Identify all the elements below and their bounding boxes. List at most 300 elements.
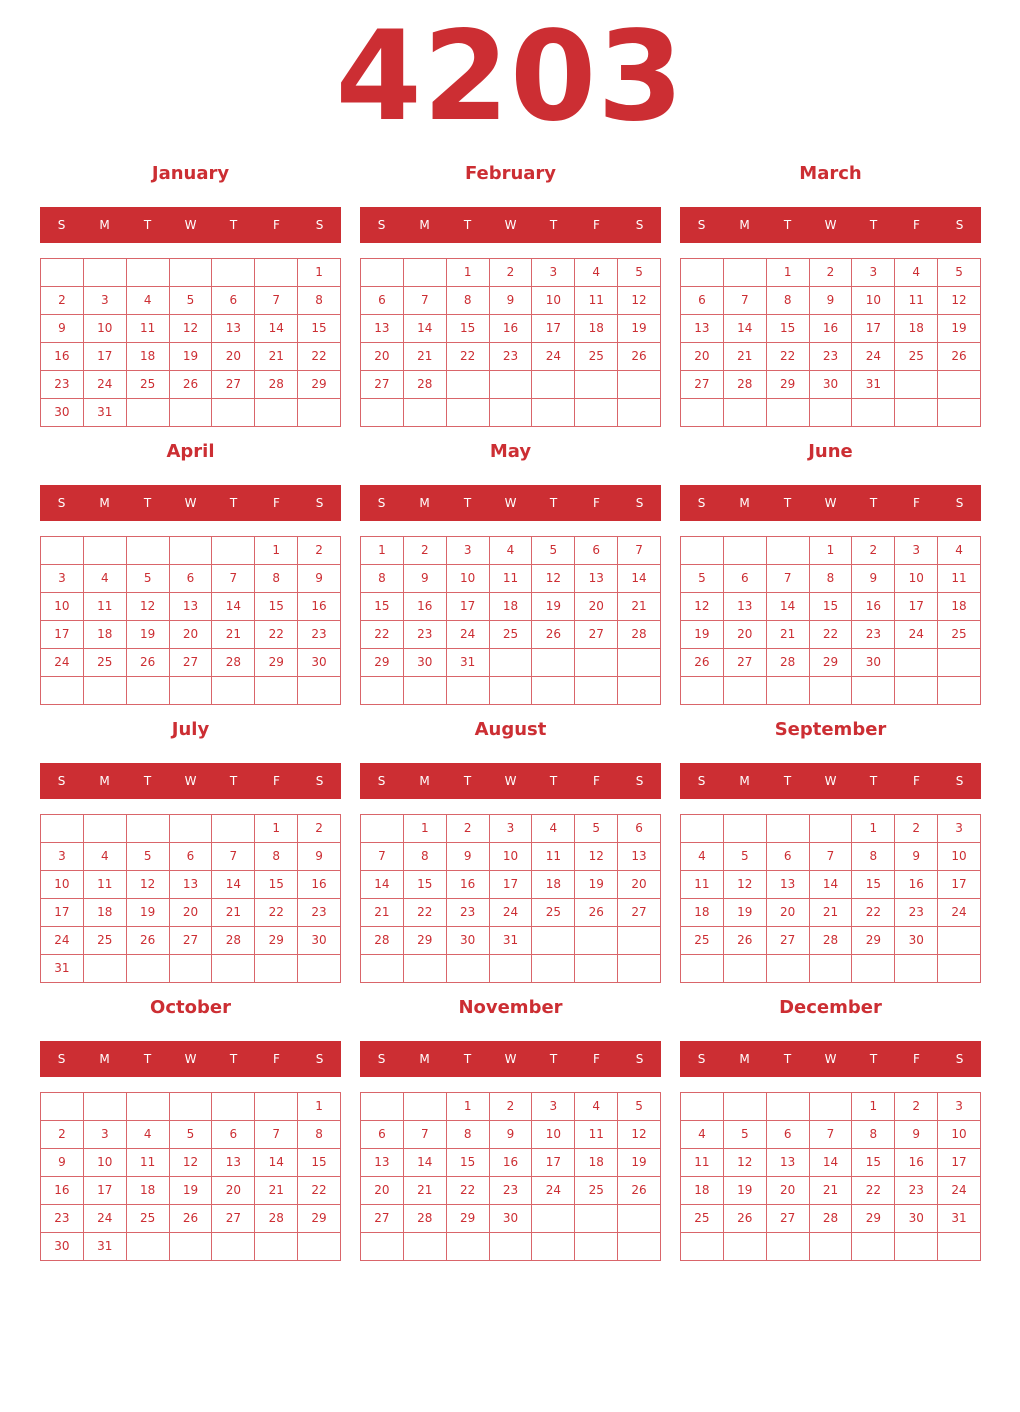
day-cell: 16 [404, 593, 447, 621]
day-cell: 2 [852, 537, 895, 565]
day-cell: 9 [404, 565, 447, 593]
day-cell: 28 [618, 621, 661, 649]
day-cell: 22 [852, 899, 895, 927]
day-cell: 22 [447, 343, 490, 371]
weekday-label: T [463, 218, 472, 232]
day-cell: 9 [447, 843, 490, 871]
weekday-label: T [549, 774, 558, 788]
weekday-label: S [57, 218, 66, 232]
day-cell: 25 [84, 649, 127, 677]
day-cell: 20 [767, 899, 810, 927]
empty-cell [618, 955, 661, 983]
weekday-label: T [463, 1052, 472, 1066]
day-cell: 13 [575, 565, 618, 593]
day-cell: 20 [767, 1177, 810, 1205]
empty-cell [681, 399, 724, 427]
weekday-label: S [635, 774, 644, 788]
day-cell: 10 [532, 1121, 575, 1149]
day-cell: 22 [810, 621, 853, 649]
day-cell: 4 [938, 537, 981, 565]
empty-cell [724, 955, 767, 983]
day-cell: 2 [490, 259, 533, 287]
day-cell: 21 [255, 1177, 298, 1205]
day-cell: 7 [255, 287, 298, 315]
empty-cell [895, 399, 938, 427]
weekday-label: T [869, 1052, 878, 1066]
day-grid [360, 258, 661, 427]
empty-cell [84, 955, 127, 983]
empty-cell [212, 537, 255, 565]
day-cell: 21 [255, 343, 298, 371]
day-cell: 29 [298, 1205, 341, 1233]
day-cell: 28 [255, 371, 298, 399]
day-cell: 12 [127, 871, 170, 899]
day-cell: 19 [532, 593, 575, 621]
day-cell: 19 [127, 899, 170, 927]
day-cell: 8 [298, 287, 341, 315]
day-cell: 25 [895, 343, 938, 371]
weekday-label: T [869, 496, 878, 510]
weekday-header [680, 1041, 981, 1077]
month-title: August [474, 719, 547, 740]
day-cell: 11 [84, 593, 127, 621]
day-cell: 19 [618, 315, 661, 343]
day-cell: 19 [170, 1177, 213, 1205]
empty-cell [575, 955, 618, 983]
empty-cell [724, 1093, 767, 1121]
day-cell: 26 [127, 927, 170, 955]
day-cell: 23 [490, 343, 533, 371]
day-cell: 7 [212, 843, 255, 871]
day-cell: 9 [895, 1121, 938, 1149]
day-cell: 30 [41, 1233, 84, 1261]
empty-cell [361, 1093, 404, 1121]
day-cell: 10 [84, 315, 127, 343]
empty-cell [618, 927, 661, 955]
weekday-label: T [463, 496, 472, 510]
empty-cell [767, 537, 810, 565]
day-cell: 21 [618, 593, 661, 621]
day-cell: 12 [170, 1149, 213, 1177]
weekday-label: S [955, 218, 964, 232]
day-cell: 2 [447, 815, 490, 843]
day-cell: 30 [41, 399, 84, 427]
day-cell: 19 [575, 871, 618, 899]
day-cell: 27 [361, 1205, 404, 1233]
year-title: 4203 [335, 5, 685, 149]
day-cell: 14 [212, 871, 255, 899]
day-cell: 1 [404, 815, 447, 843]
weekday-header [680, 763, 981, 799]
day-cell: 27 [361, 371, 404, 399]
day-cell: 4 [895, 259, 938, 287]
day-cell: 23 [298, 899, 341, 927]
weekday-label: M [419, 496, 430, 510]
day-cell: 13 [681, 315, 724, 343]
empty-cell [170, 537, 213, 565]
day-cell: 8 [447, 287, 490, 315]
empty-cell [298, 399, 341, 427]
empty-cell [255, 259, 298, 287]
day-cell: 1 [447, 259, 490, 287]
empty-cell [404, 677, 447, 705]
day-cell: 1 [852, 815, 895, 843]
empty-cell [618, 1233, 661, 1261]
weekday-label: F [913, 1052, 920, 1066]
day-cell: 20 [170, 899, 213, 927]
weekday-label: S [315, 774, 324, 788]
day-cell: 2 [298, 537, 341, 565]
day-cell: 23 [404, 621, 447, 649]
weekday-label: W [824, 774, 837, 788]
day-cell: 16 [41, 1177, 84, 1205]
day-cell: 14 [212, 593, 255, 621]
weekday-label: F [593, 496, 600, 510]
empty-cell [852, 955, 895, 983]
weekday-label: W [184, 218, 197, 232]
day-cell: 11 [938, 565, 981, 593]
day-cell: 29 [255, 649, 298, 677]
day-cell: 31 [447, 649, 490, 677]
empty-cell [84, 259, 127, 287]
month-title: December [779, 997, 882, 1018]
day-cell: 2 [404, 537, 447, 565]
day-cell: 17 [938, 871, 981, 899]
day-cell: 6 [767, 843, 810, 871]
empty-cell [490, 1233, 533, 1261]
empty-cell [767, 1233, 810, 1261]
day-cell: 10 [895, 565, 938, 593]
day-cell: 8 [361, 565, 404, 593]
day-cell: 7 [404, 287, 447, 315]
day-cell: 6 [681, 287, 724, 315]
day-cell: 28 [404, 1205, 447, 1233]
empty-cell [895, 955, 938, 983]
day-cell: 13 [212, 315, 255, 343]
weekday-label: S [697, 496, 706, 510]
day-cell: 29 [852, 1205, 895, 1233]
day-cell: 26 [681, 649, 724, 677]
empty-cell [938, 371, 981, 399]
day-cell: 3 [41, 843, 84, 871]
empty-cell [41, 259, 84, 287]
day-cell: 7 [767, 565, 810, 593]
weekday-label: W [504, 1052, 517, 1066]
empty-cell [447, 1233, 490, 1261]
day-cell: 15 [404, 871, 447, 899]
empty-cell [532, 371, 575, 399]
day-cell: 18 [532, 871, 575, 899]
weekday-label: S [377, 218, 386, 232]
day-cell: 11 [575, 287, 618, 315]
empty-cell [724, 815, 767, 843]
day-cell: 17 [938, 1149, 981, 1177]
weekday-label: W [504, 218, 517, 232]
day-cell: 4 [681, 1121, 724, 1149]
empty-cell [255, 1093, 298, 1121]
day-cell: 6 [618, 815, 661, 843]
day-cell: 18 [84, 621, 127, 649]
weekday-label: M [99, 774, 110, 788]
weekday-label: S [377, 1052, 386, 1066]
day-cell: 22 [255, 621, 298, 649]
day-cell: 20 [724, 621, 767, 649]
day-cell: 28 [212, 927, 255, 955]
day-cell: 14 [255, 1149, 298, 1177]
day-cell: 26 [575, 899, 618, 927]
weekday-header [40, 485, 341, 521]
empty-cell [170, 1233, 213, 1261]
empty-cell [938, 927, 981, 955]
day-cell: 17 [852, 315, 895, 343]
day-cell: 15 [361, 593, 404, 621]
day-cell: 16 [852, 593, 895, 621]
weekday-label: S [57, 496, 66, 510]
day-cell: 1 [852, 1093, 895, 1121]
day-cell: 22 [852, 1177, 895, 1205]
day-cell: 17 [41, 621, 84, 649]
day-cell: 22 [361, 621, 404, 649]
empty-cell [575, 649, 618, 677]
empty-cell [895, 649, 938, 677]
day-grid [40, 258, 341, 427]
day-cell: 9 [298, 565, 341, 593]
empty-cell [404, 1093, 447, 1121]
empty-cell [490, 955, 533, 983]
day-grid [40, 1092, 341, 1261]
empty-cell [84, 815, 127, 843]
day-cell: 24 [532, 1177, 575, 1205]
weekday-label: M [739, 496, 750, 510]
weekday-label: S [315, 218, 324, 232]
day-cell: 30 [810, 371, 853, 399]
day-cell: 13 [212, 1149, 255, 1177]
day-cell: 24 [447, 621, 490, 649]
day-cell: 7 [618, 537, 661, 565]
day-cell: 5 [938, 259, 981, 287]
day-cell: 14 [810, 871, 853, 899]
day-cell: 25 [84, 927, 127, 955]
day-cell: 23 [810, 343, 853, 371]
day-cell: 12 [724, 1149, 767, 1177]
day-cell: 5 [170, 1121, 213, 1149]
empty-cell [681, 815, 724, 843]
day-cell: 3 [84, 1121, 127, 1149]
day-cell: 4 [681, 843, 724, 871]
empty-cell [404, 955, 447, 983]
empty-cell [212, 955, 255, 983]
weekday-label: T [229, 1052, 238, 1066]
empty-cell [938, 955, 981, 983]
day-cell: 10 [84, 1149, 127, 1177]
day-cell: 7 [810, 1121, 853, 1149]
empty-cell [41, 815, 84, 843]
empty-cell [41, 1093, 84, 1121]
day-cell: 30 [852, 649, 895, 677]
empty-cell [681, 955, 724, 983]
day-cell: 15 [447, 1149, 490, 1177]
day-cell: 25 [127, 1205, 170, 1233]
day-cell: 7 [212, 565, 255, 593]
month-title: October [150, 997, 231, 1018]
day-cell: 3 [938, 1093, 981, 1121]
weekday-label: T [783, 496, 792, 510]
weekday-label: S [635, 1052, 644, 1066]
day-cell: 14 [404, 315, 447, 343]
day-cell: 8 [298, 1121, 341, 1149]
day-cell: 22 [404, 899, 447, 927]
day-cell: 10 [41, 593, 84, 621]
day-cell: 13 [170, 871, 213, 899]
day-cell: 15 [447, 315, 490, 343]
empty-cell [84, 677, 127, 705]
empty-cell [170, 399, 213, 427]
day-cell: 19 [724, 899, 767, 927]
weekday-label: W [824, 1052, 837, 1066]
empty-cell [127, 259, 170, 287]
day-cell: 26 [938, 343, 981, 371]
empty-cell [532, 399, 575, 427]
day-cell: 30 [298, 927, 341, 955]
day-cell: 18 [575, 315, 618, 343]
day-cell: 25 [575, 343, 618, 371]
day-cell: 28 [404, 371, 447, 399]
day-cell: 21 [724, 343, 767, 371]
day-cell: 3 [532, 1093, 575, 1121]
empty-cell [170, 955, 213, 983]
day-cell: 6 [724, 565, 767, 593]
day-cell: 18 [490, 593, 533, 621]
day-cell: 27 [212, 371, 255, 399]
empty-cell [212, 1093, 255, 1121]
day-cell: 24 [41, 649, 84, 677]
day-cell: 31 [84, 399, 127, 427]
empty-cell [361, 259, 404, 287]
day-cell: 22 [447, 1177, 490, 1205]
day-cell: 5 [724, 1121, 767, 1149]
weekday-label: F [913, 496, 920, 510]
day-cell: 1 [298, 259, 341, 287]
empty-cell [532, 677, 575, 705]
day-grid [40, 536, 341, 705]
weekday-label: T [229, 774, 238, 788]
empty-cell [852, 1233, 895, 1261]
day-cell: 27 [681, 371, 724, 399]
day-cell: 21 [212, 621, 255, 649]
day-cell: 12 [575, 843, 618, 871]
day-cell: 7 [361, 843, 404, 871]
empty-cell [255, 399, 298, 427]
day-cell: 27 [575, 621, 618, 649]
weekday-label: W [504, 774, 517, 788]
day-cell: 27 [170, 649, 213, 677]
weekday-label: W [184, 1052, 197, 1066]
day-cell: 5 [575, 815, 618, 843]
empty-cell [361, 815, 404, 843]
day-cell: 4 [84, 843, 127, 871]
day-cell: 24 [84, 371, 127, 399]
day-cell: 23 [447, 899, 490, 927]
day-cell: 31 [84, 1233, 127, 1261]
weekday-label: M [419, 774, 430, 788]
day-cell: 22 [298, 1177, 341, 1205]
day-cell: 17 [41, 899, 84, 927]
empty-cell [170, 677, 213, 705]
weekday-label: W [824, 496, 837, 510]
day-cell: 1 [255, 815, 298, 843]
weekday-label: S [315, 1052, 324, 1066]
weekday-label: W [184, 496, 197, 510]
day-cell: 9 [298, 843, 341, 871]
day-cell: 2 [41, 1121, 84, 1149]
day-cell: 11 [681, 1149, 724, 1177]
day-cell: 27 [767, 927, 810, 955]
empty-cell [681, 1233, 724, 1261]
empty-cell [810, 955, 853, 983]
weekday-label: W [824, 218, 837, 232]
day-cell: 10 [41, 871, 84, 899]
day-cell: 24 [84, 1205, 127, 1233]
day-cell: 3 [41, 565, 84, 593]
day-cell: 14 [361, 871, 404, 899]
empty-cell [170, 815, 213, 843]
weekday-label: T [549, 218, 558, 232]
day-cell: 14 [724, 315, 767, 343]
empty-cell [618, 649, 661, 677]
day-cell: 21 [361, 899, 404, 927]
day-cell: 18 [681, 899, 724, 927]
day-cell: 26 [618, 343, 661, 371]
month-title: May [489, 441, 532, 462]
empty-cell [212, 259, 255, 287]
empty-cell [127, 815, 170, 843]
day-grid [360, 1092, 661, 1261]
day-cell: 25 [575, 1177, 618, 1205]
day-cell: 24 [41, 927, 84, 955]
day-cell: 13 [361, 315, 404, 343]
empty-cell [255, 677, 298, 705]
day-cell: 30 [895, 1205, 938, 1233]
day-cell: 3 [895, 537, 938, 565]
day-cell: 27 [170, 927, 213, 955]
day-cell: 24 [938, 899, 981, 927]
day-cell: 5 [681, 565, 724, 593]
day-cell: 15 [810, 593, 853, 621]
day-cell: 21 [810, 899, 853, 927]
weekday-label: S [697, 774, 706, 788]
day-cell: 30 [490, 1205, 533, 1233]
month-title: April [166, 441, 215, 462]
day-cell: 4 [84, 565, 127, 593]
empty-cell [361, 1233, 404, 1261]
weekday-label: F [913, 218, 920, 232]
day-cell: 24 [852, 343, 895, 371]
weekday-label: W [184, 774, 197, 788]
day-cell: 8 [852, 843, 895, 871]
day-cell: 12 [724, 871, 767, 899]
day-cell: 28 [767, 649, 810, 677]
day-cell: 29 [255, 927, 298, 955]
day-cell: 17 [895, 593, 938, 621]
day-cell: 11 [127, 1149, 170, 1177]
day-cell: 6 [170, 843, 213, 871]
day-cell: 17 [84, 1177, 127, 1205]
day-cell: 9 [810, 287, 853, 315]
empty-cell [532, 649, 575, 677]
weekday-label: T [869, 774, 878, 788]
weekday-label: T [549, 1052, 558, 1066]
day-cell: 13 [361, 1149, 404, 1177]
